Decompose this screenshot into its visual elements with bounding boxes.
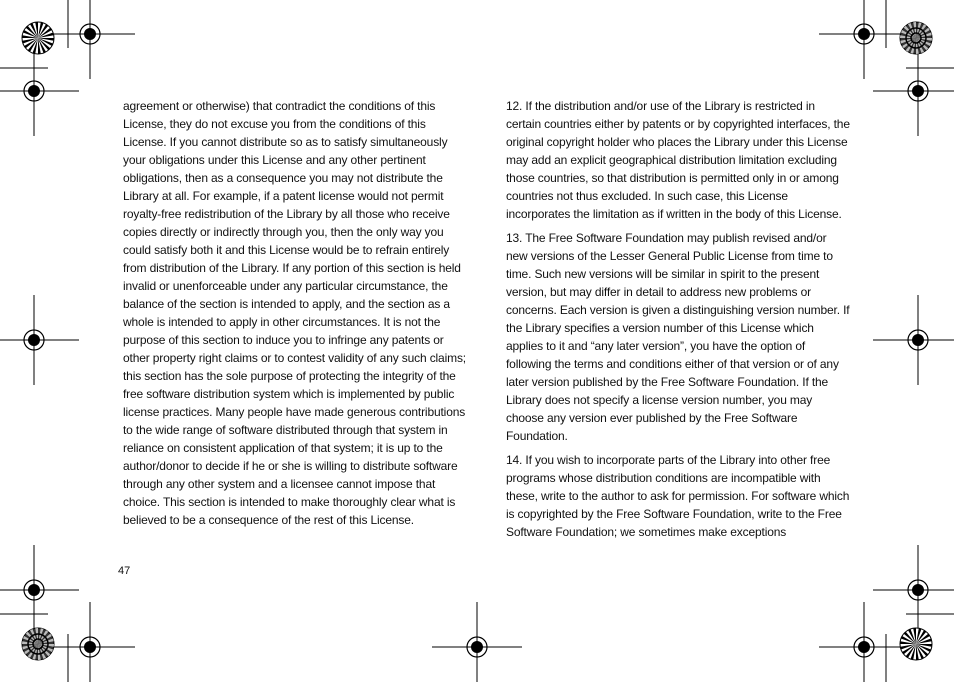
registration-target-icon: [45, 0, 135, 79]
registration-target-icon: [873, 46, 954, 136]
color-wheel-icon: [22, 628, 54, 660]
paragraph-section-12: 12. If the distribution and/or use of the Library is restricted in certain countries either by patents or by copyrighted interfaces, the original copyright holder who places the Library under this License may add an explicit geographical distribution limitation excluding those countries, so that distribution is permitted only in or among countries not thus excluded. In such case, this License incorporates the limitation as if written in the body of this License.: [506, 99, 850, 221]
registration-target-icon: [0, 545, 79, 635]
page-number: 47: [118, 565, 131, 577]
registration-target-icon: [432, 602, 522, 682]
paragraph-section-13: 13. The Free Software Foundation may publish revised and/or new versions of the Lesser General Public License from time to time. Such new versions will be similar in spirit to the present version, but may differ in detail to address new problems or concerns. Each version is given a distinguishing version number. If the Library specifies a version number of this License which applies to it and “any later version”, you have the option of following the terms and conditions either of that version or of any later version published by the Free Software Foundation. If the Library does not specify a license version number, you may choose any version ever published by the Free Software Foundation.: [506, 231, 850, 443]
registration-target-icon: [873, 295, 954, 385]
left-column: [123, 97, 467, 535]
registration-target-icon: [819, 602, 909, 682]
registration-target-icon: [0, 46, 79, 136]
paragraph-section-14: 14. If you wish to incorporate parts of the Library into other free programs whose distribution conditions are incompatible with these, write to the author to ask for permission. For software which is copyrighted by the Free Software Foundation, write to the Free Software Foundation; we sometimes make exceptions: [506, 453, 850, 539]
registration-target-icon: [45, 602, 135, 682]
paragraph: agreement or otherwise) that contradict the conditions of this License, they do not excuse you from the conditions of this License. If you cannot distribute so as to satisfy simultaneously your obligations under this License and any other pertinent obligations, then as a consequence you may not distribute the Library at all. For example, if a patent license would not permit royalty-free redistribution of the Library by all those who receive copies directly or indirectly through you, then the only way you could satisfy both it and this License would be to refrain entirely from distribution of the Library. If any portion of this section is held invalid or unenforceable under any particular circumstance, the balance of the section is intended to apply, and the section as a whole is intended to apply in other circumstances. It is not the purpose of this section to induce you to infringe any patents or other property right claims or to contest validity of any such claims; this section has the sole purpose of protecting the integrity of the free software distribution system which is implemented by public license practices. Many people have made generous contributions to the wide range of software distributed through that system in reliance on consistent application of that system; it is up to the author/donor to decide if he or she is willing to distribute software through any other system and a licensee cannot impose that choice. This section is intended to make thoroughly clear what is believed to be a consequence of the rest of this License.: [123, 99, 466, 527]
registration-target-icon: [873, 545, 954, 635]
color-wheel-icon: [900, 22, 932, 54]
registration-target-icon: [0, 295, 79, 385]
color-wheel-icon: [900, 628, 932, 660]
right-column: [506, 97, 850, 547]
registration-target-icon: [819, 0, 909, 79]
color-wheel-icon: [22, 22, 54, 54]
